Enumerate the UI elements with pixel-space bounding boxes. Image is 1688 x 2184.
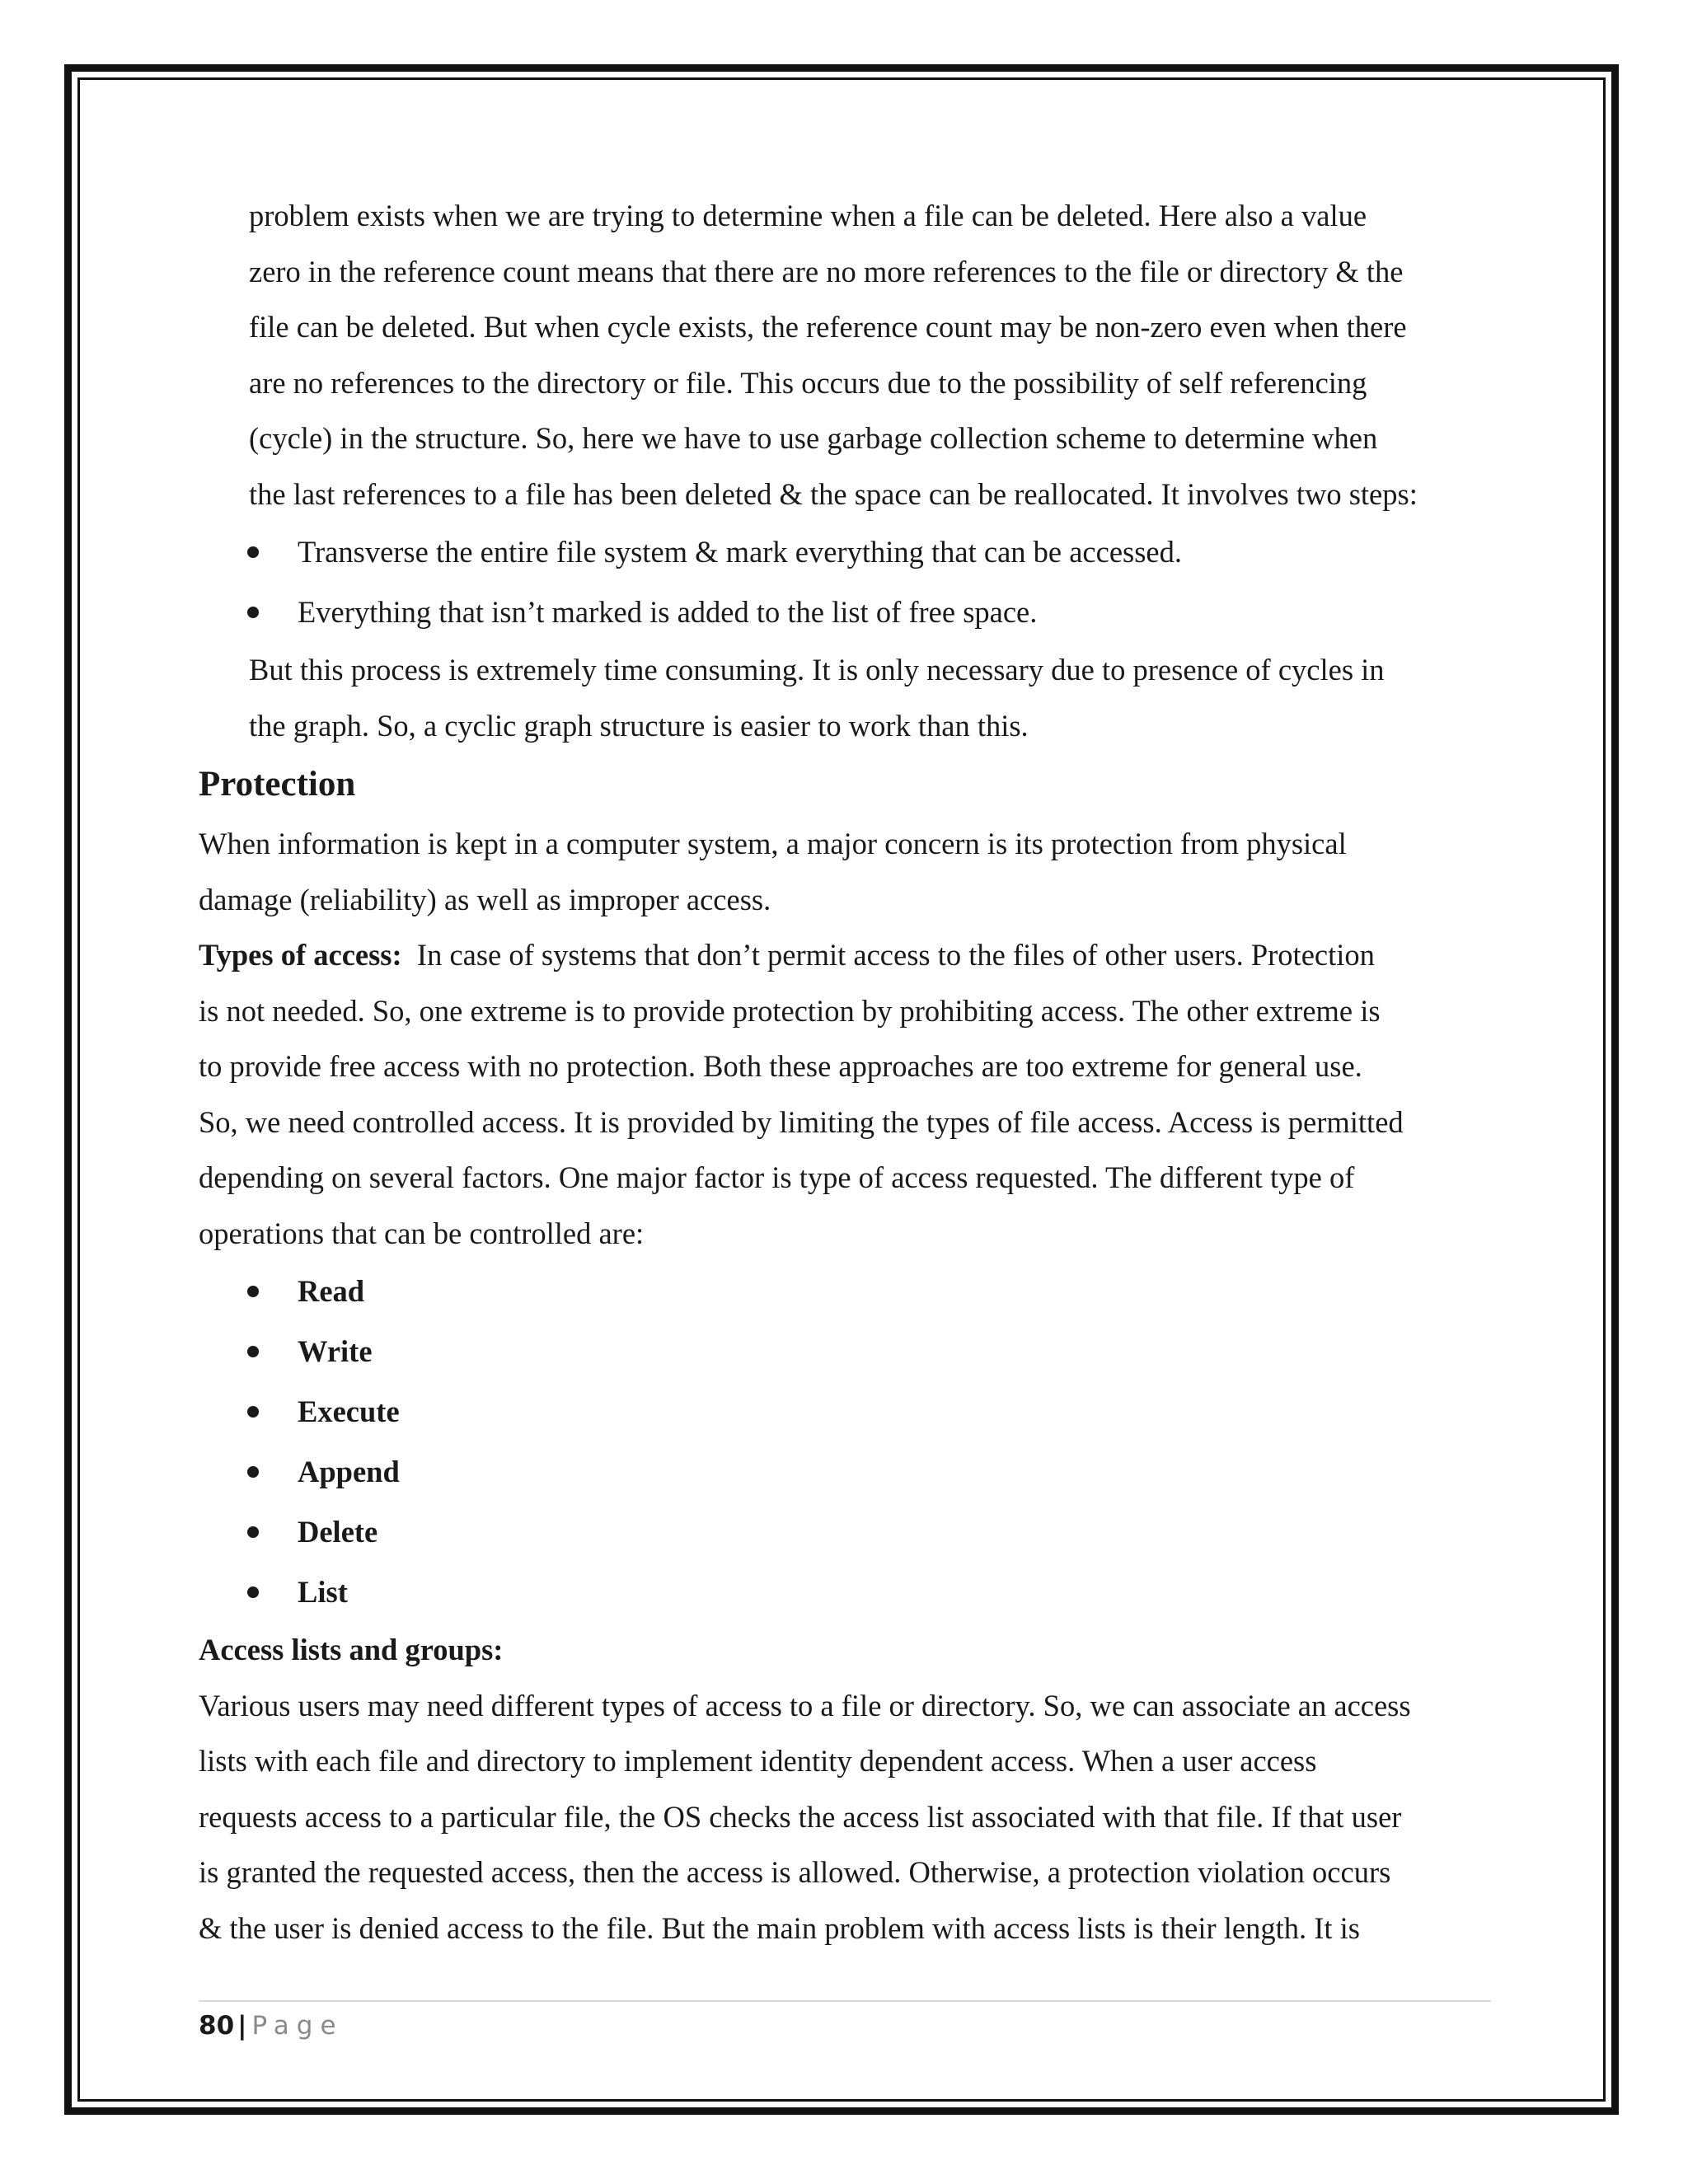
list-item xyxy=(199,1321,1497,1381)
list-item xyxy=(199,1502,1497,1562)
footer-divider xyxy=(199,2000,1491,2002)
list-item xyxy=(199,1441,1497,1502)
text-line: operations that can be controlled are: xyxy=(199,1216,645,1250)
text-line: Various users may need different types of access to a file or directory. So, we can associate an access xyxy=(199,1688,1411,1722)
bullet-icon xyxy=(247,1586,259,1598)
text-line: & the user is denied access to the file. But the main problem with access lists is their length. It is xyxy=(199,1910,1360,1945)
text-line: depending on several factors. One major factor is type of access requested. The different type of xyxy=(199,1160,1355,1194)
text-line: the graph. So, a cyclic graph structure is easier to work than this. xyxy=(249,708,1029,743)
list-item xyxy=(199,522,1497,582)
bullet-icon xyxy=(247,1346,259,1357)
bullet-icon xyxy=(247,1466,259,1478)
list-item-text: Everything that isn’t marked is added to the list of free space. xyxy=(298,595,1038,629)
list-item-text: Delete xyxy=(298,1515,378,1549)
text-line: (cycle) in the structure. So, here we have to use garbage collection scheme to determine when xyxy=(249,421,1378,455)
text-run: In case of systems that don’t permit access to the files of other users. Protection xyxy=(401,938,1375,972)
text-line: is granted the requested access, then the access is allowed. Otherwise, a protection violation occurs xyxy=(199,1855,1391,1889)
text-line: When information is kept in a computer system, a major concern is its protection from physical xyxy=(199,827,1347,860)
text-line xyxy=(199,927,1497,983)
text-line: requests access to a particular file, the OS checks the access list associated with that file. If that user xyxy=(199,1799,1402,1834)
bullet-icon xyxy=(247,1526,259,1538)
text-line: are no references to the directory or file. This occurs due to the possibility of self referencing xyxy=(249,365,1367,400)
bullet-icon xyxy=(247,1286,259,1297)
page-footer xyxy=(199,2008,344,2044)
protection-paragraph xyxy=(199,816,1497,927)
bullet-icon xyxy=(247,1406,259,1418)
text-line: the last references to a file has been deleted & the space can be reallocated. It involves two steps: xyxy=(249,476,1418,511)
list-item-text: Execute xyxy=(298,1394,400,1428)
text-line: is not needed. So, one extreme is to provide protection by prohibiting access. The other extreme is xyxy=(199,993,1381,1028)
list-item-text: Transverse the entire file system & mark everything that can be accessed. xyxy=(298,535,1183,569)
text-line: file can be deleted. But when cycle exists, the reference count may be non-zero even when there xyxy=(249,310,1407,344)
list-item xyxy=(199,1381,1497,1441)
operations-list xyxy=(199,1261,1497,1622)
text-line: problem exists when we are trying to determine when a file can be deleted. Here also a value xyxy=(249,199,1367,232)
list-item-text: List xyxy=(298,1575,348,1609)
page-label: Page xyxy=(251,2011,344,2041)
text-line: to provide free access with no protection. Both these approaches are too extreme for general use. xyxy=(199,1049,1362,1083)
text-line: lists with each file and directory to implement identity dependent access. When a user access xyxy=(199,1744,1317,1778)
bullet-icon xyxy=(247,607,259,618)
section-heading-protection: Protection xyxy=(199,765,356,804)
list-item xyxy=(199,1261,1497,1321)
access-lists-paragraph xyxy=(199,1678,1497,1957)
after-steps-paragraph xyxy=(199,642,1497,753)
list-item-text: Append xyxy=(298,1455,400,1488)
list-item xyxy=(199,582,1497,642)
text-line: zero in the reference count means that there are no more references to the file or directory & the xyxy=(249,254,1404,288)
subheading-access-lists: Access lists and groups: xyxy=(199,1633,504,1666)
list-item-text: Read xyxy=(298,1274,365,1308)
page-number: 80 xyxy=(199,2011,235,2041)
footer-separator: | xyxy=(237,2011,247,2041)
types-of-access-label: Types of access: xyxy=(199,938,402,972)
text-line: damage (reliability) as well as improper access. xyxy=(199,882,771,916)
list-item xyxy=(199,1562,1497,1622)
intro-paragraph xyxy=(199,188,1497,522)
types-of-access-paragraph xyxy=(199,927,1497,1261)
gc-steps-list xyxy=(199,522,1497,642)
list-item-text: Write xyxy=(298,1334,373,1368)
bullet-icon xyxy=(247,546,259,558)
text-line: But this process is extremely time consuming. It is only necessary due to presence of cycles in xyxy=(249,653,1385,687)
page-content xyxy=(199,188,1497,1956)
text-line: So, we need controlled access. It is provided by limiting the types of file access. Access is permitted xyxy=(199,1104,1404,1139)
